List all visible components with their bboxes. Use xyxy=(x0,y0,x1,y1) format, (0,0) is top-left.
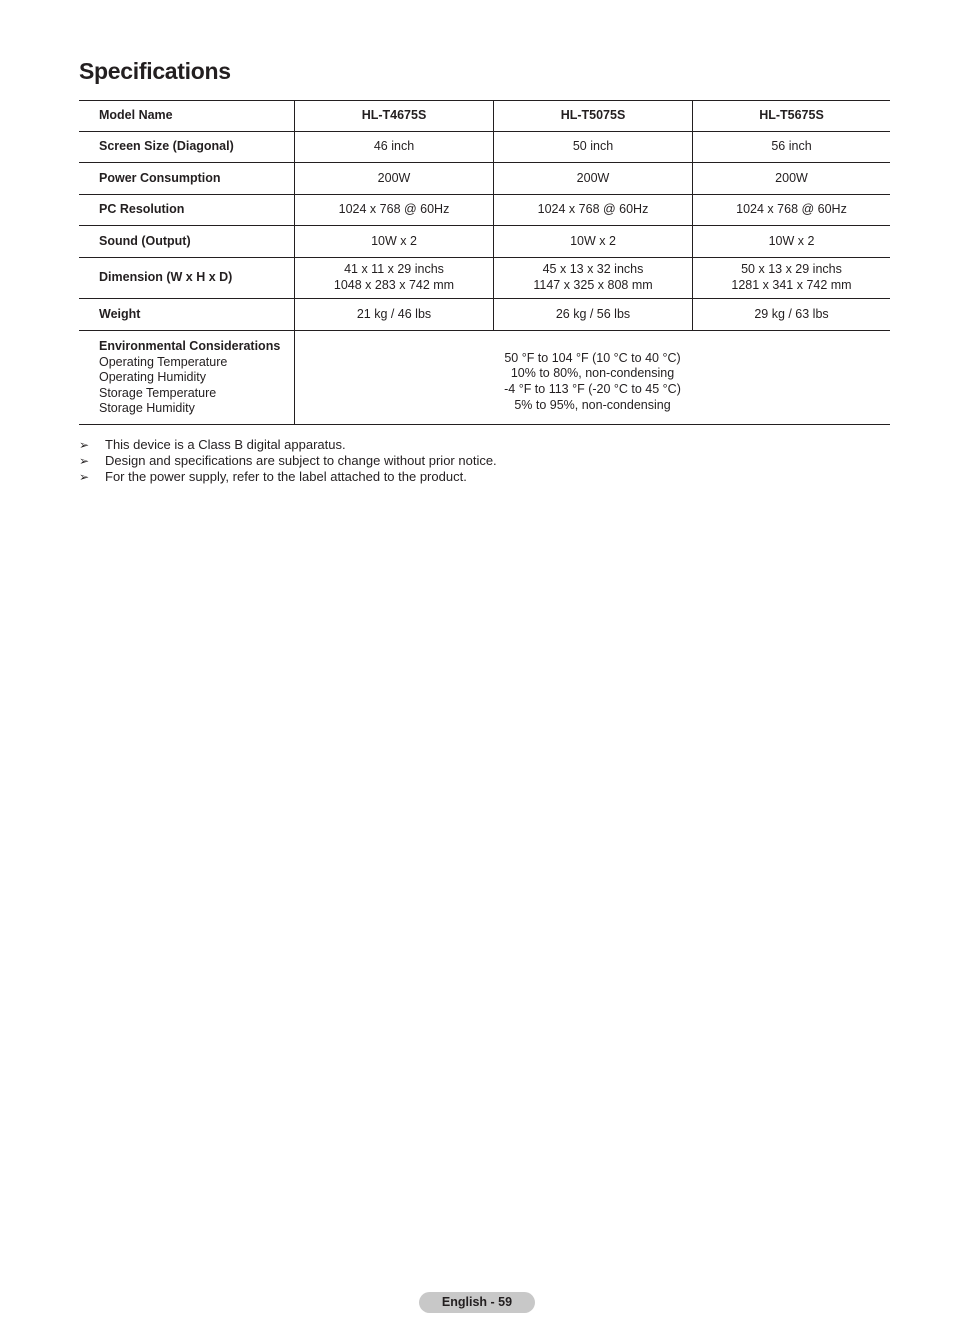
table-cell: 21 kg / 46 lbs xyxy=(295,299,494,331)
row-label: PC Resolution xyxy=(99,202,185,217)
env-value: -4 °F to 113 °F (-20 °C to 45 °C) xyxy=(504,381,681,396)
dimension-mm: 1281 x 341 x 742 mm xyxy=(731,278,852,292)
model-name-cell: HL-T5675S xyxy=(693,101,891,132)
env-label: Operating Humidity xyxy=(99,370,206,385)
row-label: Screen Size (Diagonal) xyxy=(99,139,234,154)
arrowhead-icon: ➢ xyxy=(79,454,90,468)
table-row-environmental xyxy=(79,331,890,425)
env-value: 10% to 80%, non-condensing xyxy=(510,366,675,381)
dimension-inches: 50 x 13 x 29 inchs xyxy=(741,262,842,277)
dimension-mm: 1147 x 325 x 808 mm xyxy=(533,278,653,292)
env-label: Storage Temperature xyxy=(99,385,217,400)
table-cell xyxy=(693,258,891,299)
env-label: Operating Temperature xyxy=(99,354,228,369)
environmental-values-cell xyxy=(295,331,891,425)
page-number-badge: English - 59 xyxy=(419,1292,535,1313)
table-cell xyxy=(295,258,494,299)
table-cell: 1024 x 768 @ 60Hz xyxy=(295,195,494,226)
dimension-inches: 41 x 11 x 29 inchs xyxy=(344,262,444,277)
dimension-inches: 45 x 13 x 32 inchs xyxy=(542,262,644,277)
env-value: 50 °F to 104 °F (10 °C to 40 °C) xyxy=(504,350,681,365)
table-cell xyxy=(494,258,693,299)
arrowhead-icon: ➢ xyxy=(79,438,90,452)
dimension-mm: 1048 x 283 x 742 mm xyxy=(333,278,455,292)
note-item xyxy=(79,453,497,469)
row-label: Dimension (W x H x D) xyxy=(99,270,233,285)
table-cell: 10W x 2 xyxy=(295,226,494,258)
table-row-sound xyxy=(79,226,890,258)
note-item xyxy=(79,469,497,485)
table-row-pc-resolution xyxy=(79,195,890,226)
table-row-screen-size xyxy=(79,132,890,163)
table-cell: 200W xyxy=(693,163,891,195)
table-cell: 10W x 2 xyxy=(693,226,891,258)
specifications-table xyxy=(79,100,890,425)
model-name-cell: HL-T4675S xyxy=(295,101,494,132)
row-label: Model Name xyxy=(99,108,173,123)
env-value: 5% to 95%, non-condensing xyxy=(514,397,671,412)
environmental-heading: Environmental Considerations xyxy=(99,339,281,353)
note-text: For the power supply, refer to the label attached to the product. xyxy=(105,469,467,484)
model-name-cell: HL-T5075S xyxy=(494,101,693,132)
row-label: Power Consumption xyxy=(99,170,221,185)
table-cell: 29 kg / 63 lbs xyxy=(693,299,891,331)
table-cell: 50 inch xyxy=(494,132,693,163)
table-row-power xyxy=(79,163,890,195)
notes-list xyxy=(79,437,497,485)
table-cell: 46 inch xyxy=(295,132,494,163)
table-row-weight xyxy=(79,299,890,331)
arrowhead-icon: ➢ xyxy=(79,470,90,484)
note-item xyxy=(79,437,497,453)
table-header-row xyxy=(79,101,890,132)
row-label: Weight xyxy=(99,306,141,321)
table-cell: 26 kg / 56 lbs xyxy=(494,299,693,331)
page-title: Specifications xyxy=(79,58,231,84)
table-cell: 200W xyxy=(494,163,693,195)
row-label: Sound (Output) xyxy=(99,233,191,248)
row-label xyxy=(79,331,295,425)
table-cell: 56 inch xyxy=(693,132,891,163)
table-cell: 1024 x 768 @ 60Hz xyxy=(494,195,693,226)
table-row-dimension xyxy=(79,258,890,299)
note-text: This device is a Class B digital apparatus. xyxy=(105,437,346,452)
note-text: Design and specifications are subject to change without prior notice. xyxy=(105,453,497,468)
table-cell: 200W xyxy=(295,163,494,195)
table-cell: 10W x 2 xyxy=(494,226,693,258)
table-cell: 1024 x 768 @ 60Hz xyxy=(693,195,891,226)
env-label: Storage Humidity xyxy=(99,401,195,416)
